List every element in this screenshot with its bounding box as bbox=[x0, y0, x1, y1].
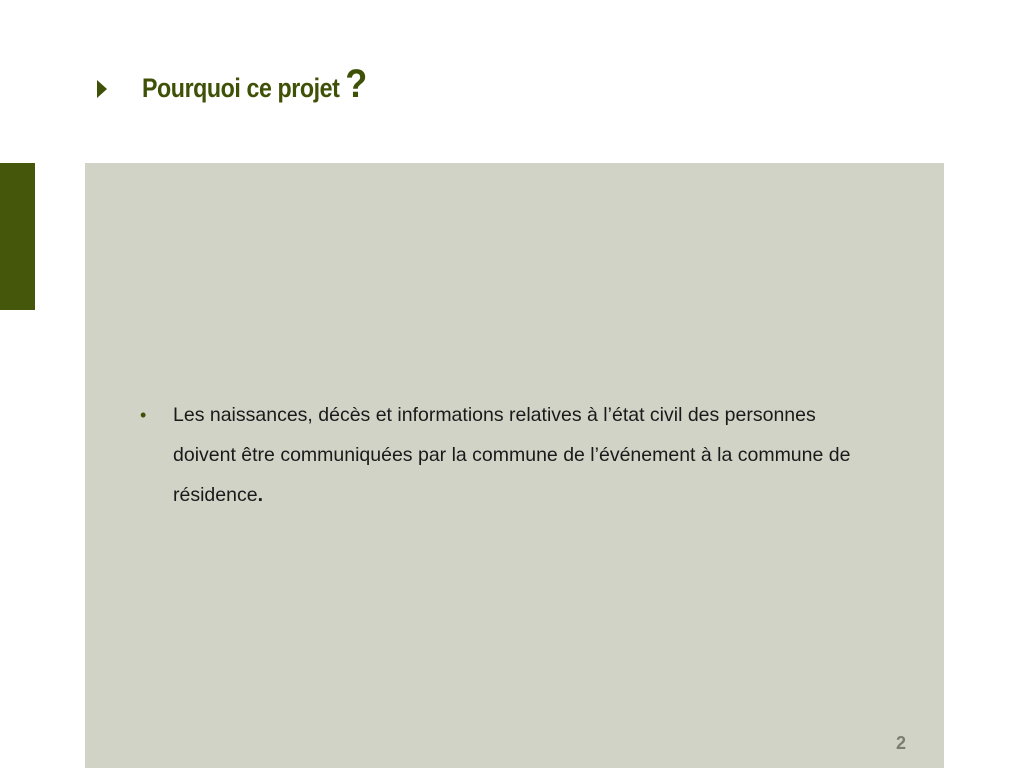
page-number: 2 bbox=[896, 733, 907, 753]
bullet-text-period: . bbox=[257, 484, 263, 506]
bullet-text-body: Les naissances, décès et informations relatives à l’état civil des personnes doivent être communiquées par la commune de l’événement à la commune de résidence bbox=[173, 404, 851, 506]
accent-bar bbox=[0, 163, 35, 310]
slide-title bbox=[142, 62, 368, 112]
slide-title-question-mark: ? bbox=[344, 62, 367, 106]
bullet-item bbox=[140, 395, 880, 515]
title-arrow-icon bbox=[97, 80, 107, 98]
bullet-marker: • bbox=[140, 405, 147, 425]
bullet-text bbox=[173, 395, 880, 515]
slide-title-text: Pourquoi ce projet bbox=[142, 73, 340, 103]
